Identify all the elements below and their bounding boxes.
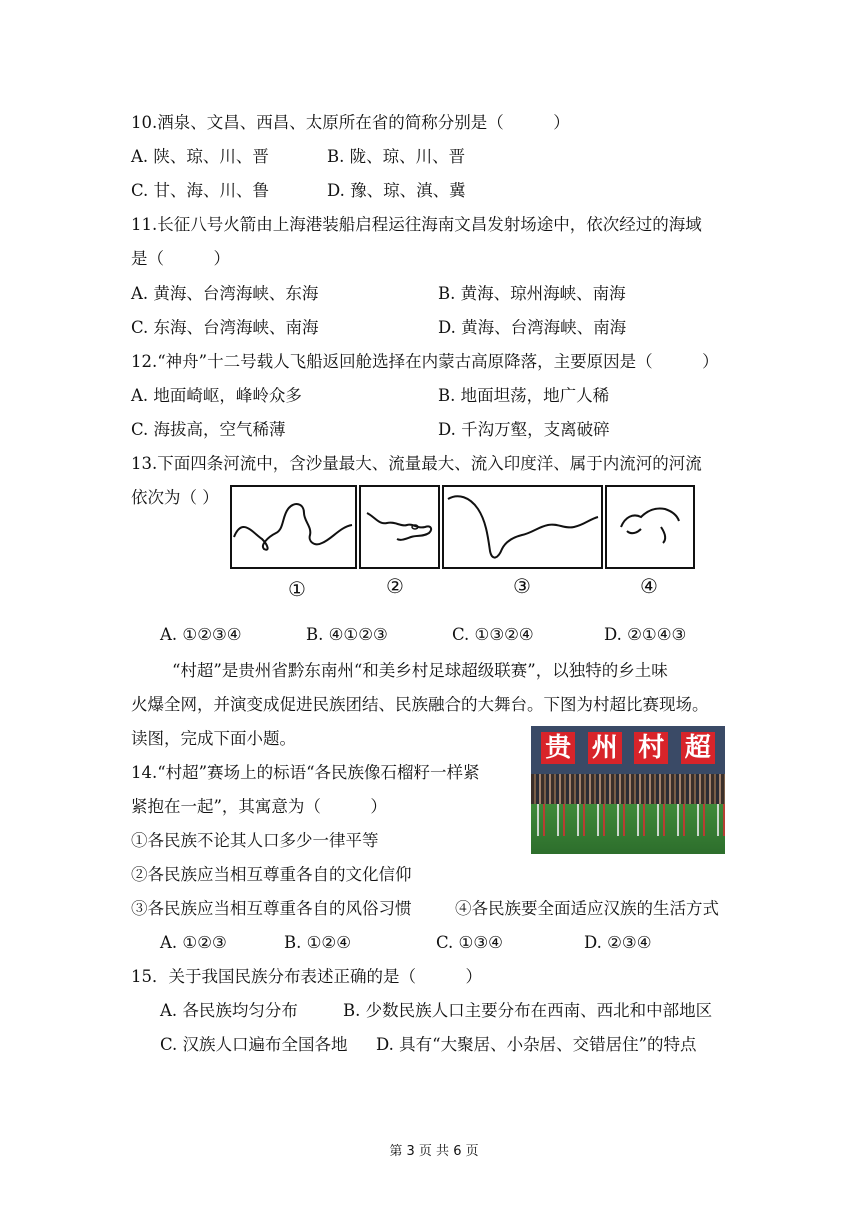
river-label-4: ④ (640, 574, 658, 598)
q13-option-c: C. ①③②④ (452, 625, 534, 644)
q12-stem: 12.“神舟”十二号载人飞船返回舱选择在内蒙古高原降落，主要原因是（ ） (131, 352, 719, 371)
q14-option-c: C. ①③④ (436, 933, 503, 952)
q12-option-d: D. 千沟万壑，支离破碎 (438, 420, 610, 439)
q11-option-b: B. 黄海、琼州海峡、南海 (438, 284, 626, 303)
cunchao-photo (531, 726, 725, 854)
q10-option-c: C. 甘、海、川、鲁 (131, 181, 270, 200)
river-map-2 (359, 485, 440, 569)
banner-char-3: 村 (634, 732, 668, 764)
photo-banner (531, 726, 725, 774)
q14-statement-3: ③各民族应当相互尊重各自的风俗习惯 (131, 899, 412, 918)
q14-option-b: B. ①②④ (284, 933, 351, 952)
q13-option-d: D. ②①④③ (604, 625, 687, 644)
q10-option-d: D. 豫、琼、滇、冀 (327, 181, 466, 200)
q15-stem: 15．关于我国民族分布表述正确的是（ ） (131, 967, 482, 986)
q15-option-b: B. 少数民族人口主要分布在西南、西北和中部地区 (343, 1001, 713, 1020)
q14-stem-line2: 紧抱在一起”，其寓意为（ ） (131, 797, 387, 816)
q14-option-a: A. ①②③ (160, 933, 227, 952)
q15-option-d: D. 具有“大聚居、小杂居、交错居住”的特点 (376, 1035, 697, 1054)
q13-stem-line1: 13.下面四条河流中，含沙量最大、流量最大、流入印度洋、属于内流河的河流 (131, 454, 702, 473)
page-footer: 第 3 页 共 6 页 (389, 1144, 479, 1159)
banner-char-2: 州 (588, 732, 622, 764)
q11-option-c: C. 东海、台湾海峡、南海 (131, 318, 319, 337)
q10-stem: 10.酒泉、文昌、西昌、太原所在省的简称分别是（ ） (131, 113, 570, 132)
river-map-1 (230, 485, 357, 569)
q15-option-a: A. 各民族均匀分布 (160, 1001, 298, 1020)
q14-statement-4: ④各民族要全面适应汉族的生活方式 (455, 899, 719, 918)
intro-line2: 火爆全网，并演变成促进民族团结、民族融合的大舞台。下图为村超比赛现场。 (131, 695, 709, 714)
photo-performers (531, 804, 725, 836)
q15-option-c: C. 汉族人口遍布全国各地 (160, 1035, 348, 1054)
river-map-4 (605, 485, 695, 569)
intro-line3: 读图，完成下面小题。 (131, 729, 296, 748)
q14-option-d: D. ②③④ (584, 933, 652, 952)
river-map-3 (442, 485, 603, 569)
river-label-1: ① (288, 577, 306, 601)
q13-option-b: B. ④①②③ (306, 625, 388, 644)
q11-option-d: D. 黄海、台湾海峡、南海 (438, 318, 627, 337)
q12-option-c: C. 海拔高，空气稀薄 (131, 420, 286, 439)
q10-option-b: B. 陇、琼、川、晋 (327, 147, 466, 166)
q12-option-b: B. 地面坦荡，地广人稀 (438, 386, 610, 405)
q11-stem-line1: 11.长征八号火箭由上海港装船启程运往海南文昌发射场途中，依次经过的海域 (131, 215, 702, 234)
q12-option-a: A. 地面崎岖，峰岭众多 (131, 386, 302, 405)
intro-line1: “村超”是贵州省黔东南州“和美乡村足球超级联赛”，以独特的乡土味 (172, 661, 668, 680)
river-label-3: ③ (513, 574, 531, 598)
river-label-2: ② (386, 574, 404, 598)
banner-char-4: 超 (681, 732, 715, 764)
q11-option-a: A. 黄海、台湾海峡、东海 (131, 284, 319, 303)
q14-statement-1: ①各民族不论其人口多少一律平等 (131, 831, 379, 850)
q11-stem-line2: 是（ ） (131, 249, 230, 268)
q14-statement-2: ②各民族应当相互尊重各自的文化信仰 (131, 865, 412, 884)
q13-option-a: A. ①②③④ (160, 625, 242, 644)
banner-char-1: 贵 (541, 732, 575, 764)
q14-stem-line1: 14.“村超”赛场上的标语“各民族像石榴籽一样紧 (131, 763, 480, 782)
q10-option-a: A. 陕、琼、川、晋 (131, 147, 269, 166)
photo-crowd (531, 774, 725, 804)
q13-stem-line2: 依次为（ ） (131, 488, 219, 507)
